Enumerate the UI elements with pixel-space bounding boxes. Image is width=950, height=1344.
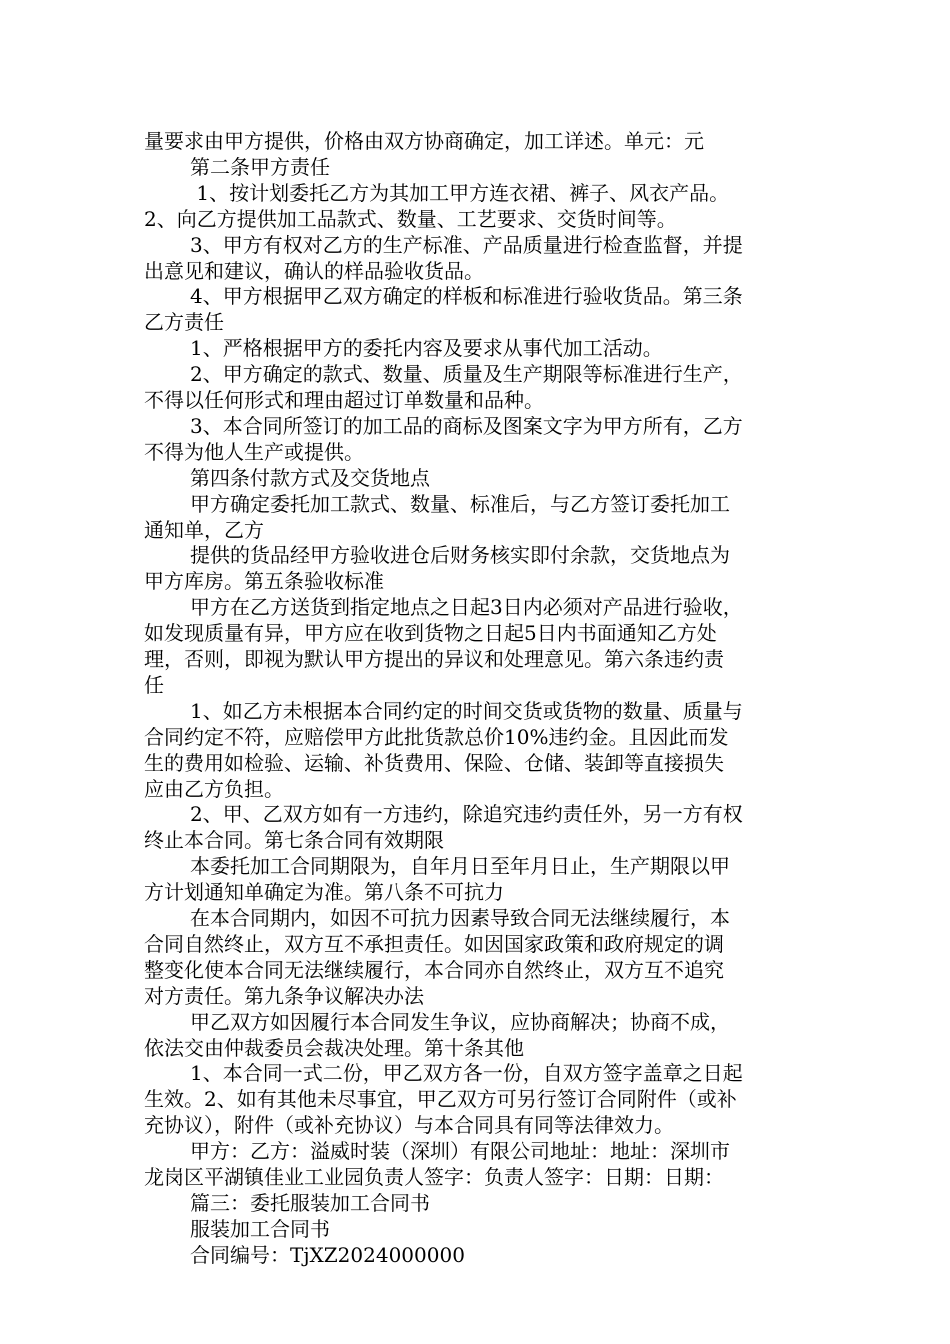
text-line: 4、甲方根据甲乙双方确定的样板和标准进行验收货品。第三条: [190, 284, 743, 309]
text-line: 服装加工合同书: [190, 1216, 330, 1241]
text-line: 篇三：委托服装加工合同书: [190, 1190, 430, 1215]
text-line: 合同约定不符，应赔偿甲方此批货款总价10%违约金。且因此而发: [144, 724, 729, 749]
text-line: 第二条甲方责任: [190, 154, 330, 179]
text-line: 任: [144, 672, 164, 697]
text-line: 1、本合同一式二份，甲乙双方各一份，自双方签字盖章之日起: [190, 1061, 743, 1086]
text-line: 甲方确定委托加工款式、数量、标准后，与乙方签订委托加工: [190, 491, 730, 516]
text-line: 1、如乙方未根据本合同约定的时间交货或货物的数量、质量与: [190, 698, 743, 723]
text-line: 3、甲方有权对乙方的生产标准、产品质量进行检查监督，并提: [190, 232, 743, 257]
text-line: 不得以任何形式和理由超过订单数量和品种。: [144, 388, 544, 412]
text-line: 量要求由甲方提供，价格由双方协商确定，加工详述。单元：元: [144, 129, 704, 153]
text-line: 甲乙双方如因履行本合同发生争议，应协商解决；协商不成，: [190, 1009, 730, 1034]
text-line: 生效。2、如有其他未尽事宜，甲乙双方可另行签订合同附件（或补: [144, 1087, 737, 1112]
text-line: 生的费用如检验、运输、补货费用、保险、仓储、装卸等直接损失: [144, 750, 724, 775]
text-line: 甲方：乙方：溢威时装（深圳）有限公司地址：地址：深圳市: [190, 1139, 730, 1164]
text-line: 乙方责任: [144, 310, 224, 335]
text-line: 2、向乙方提供加工品款式、数量、工艺要求、交货时间等。: [144, 206, 677, 231]
text-line: 如发现质量有异，甲方应在收到货物之日起5日内书面通知乙方处: [144, 621, 717, 646]
text-line: 1、按计划委托乙方为其加工甲方连衣裙、裤子、风衣产品。: [190, 180, 730, 205]
text-line: 依法交由仲裁委员会裁决处理。第十条其他: [144, 1035, 524, 1060]
text-line: 理，否则，即视为默认甲方提出的异议和处理意见。第六条违约责: [144, 647, 724, 671]
text-line: 充协议），附件（或补充协议）与本合同具有同等法律效力。: [144, 1113, 674, 1138]
text-line: 不得为他人生产或提供。: [144, 439, 364, 464]
text-line: 第四条付款方式及交货地点: [190, 465, 430, 490]
text-line: 甲方在乙方送货到指定地点之日起3日内必须对产品进行验收，: [190, 595, 743, 620]
text-line: 终止本合同。第七条合同有效期限: [144, 828, 444, 853]
text-line: 应由乙方负担。: [144, 776, 284, 801]
text-line: 甲方库房。第五条验收标准: [144, 569, 384, 594]
text-line: 整变化使本合同无法继续履行，本合同亦自然终止，双方互不追究: [144, 957, 724, 982]
text-line: 对方责任。第九条争议解决办法: [144, 983, 424, 1008]
text-line: 本委托加工合同期限为，自年月日至年月日止，生产期限以甲: [190, 854, 730, 879]
text-line: 2、甲方确定的款式、数量、质量及生产期限等标准进行生产，: [190, 362, 743, 387]
text-line: 2、甲、乙双方如有一方违约，除追究违约责任外，另一方有权: [190, 802, 743, 827]
text-line: 方计划通知单确定为准。第八条不可抗力: [144, 880, 504, 905]
text-line: 3、本合同所签订的加工品的商标及图案文字为甲方所有，乙方: [190, 413, 743, 438]
text-line: 合同编号：TjXZ2024000000: [190, 1242, 465, 1267]
text-line: 1、严格根据甲方的委托内容及要求从事代加工活动。: [190, 336, 663, 361]
text-line: 在本合同期内，如因不可抗力因素导致合同无法继续履行，本: [190, 906, 730, 930]
text-line: 通知单，乙方: [144, 517, 264, 542]
text-line: 龙岗区平湖镇佳业工业园负责人签字：负责人签字：日期：日期：: [144, 1165, 724, 1189]
text-line: 出意见和建议，确认的样品验收货品。: [144, 258, 484, 283]
text-line: 合同自然终止，双方互不承担责任。如因国家政策和政府规定的调: [144, 931, 724, 956]
text-line: 提供的货品经甲方验收进仓后财务核实即付余款，交货地点为: [190, 543, 730, 568]
